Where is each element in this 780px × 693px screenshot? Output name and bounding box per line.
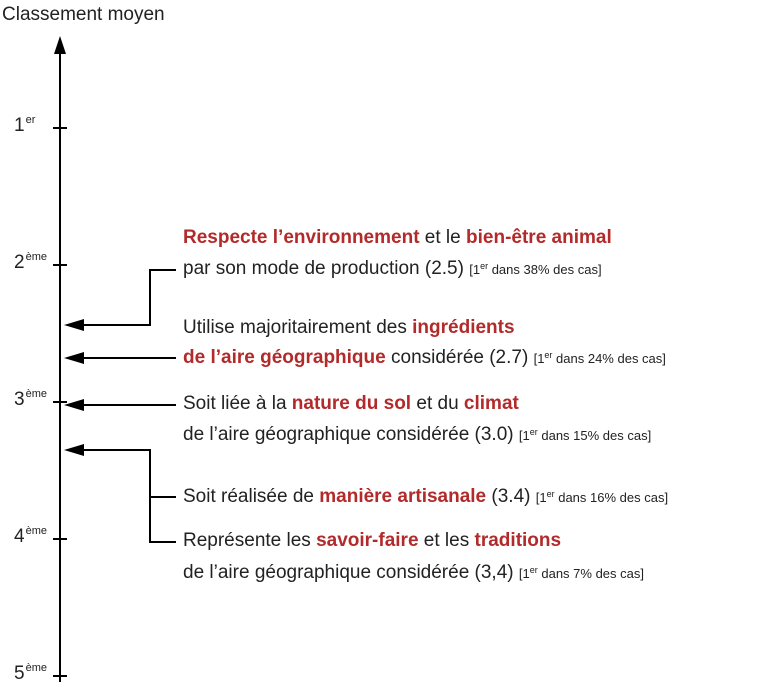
- label-text: Représente les: [183, 530, 317, 551]
- highlighted-text: Respecte l’environnement: [183, 227, 420, 248]
- label-text: dans 24% des cas]: [552, 351, 666, 366]
- y-axis-arrowhead: [54, 36, 66, 54]
- annotation-label-line: [183, 531, 561, 550]
- label-text: dans 38% des cas]: [488, 262, 602, 277]
- label-text: Utilise majoritairement des: [183, 317, 413, 338]
- annotation-arrow-line: [82, 270, 176, 325]
- label-text: par son mode de production (2.5): [183, 258, 470, 279]
- tick-label-number: 4: [14, 526, 25, 547]
- annotation-arrow-line: [82, 450, 176, 497]
- ordinal-suffix: er: [546, 489, 555, 499]
- highlighted-text: manière artisanale: [319, 486, 487, 507]
- label-text: [1: [469, 262, 481, 277]
- tick-label-suffix: ème: [25, 388, 47, 400]
- annotation-label-line: [183, 487, 668, 506]
- annotation-label-line: [183, 259, 602, 278]
- highlighted-text: savoir-faire: [316, 530, 419, 551]
- superscript-wrap: [530, 428, 538, 443]
- label-text: et du: [411, 393, 464, 414]
- tick-label: [14, 115, 35, 135]
- tick-label-number: 5: [14, 663, 25, 684]
- highlighted-text: climat: [463, 393, 519, 414]
- label-text: et les: [418, 530, 475, 551]
- highlighted-text: de l’aire géographique: [183, 347, 386, 368]
- label-text: Soit liée à la: [183, 393, 292, 414]
- label-text: Soit réalisée de: [183, 486, 320, 507]
- tick-label: [14, 663, 47, 683]
- superscript-wrap: [547, 490, 555, 505]
- superscript-wrap: [480, 262, 488, 277]
- tick-label-number: 2: [14, 252, 25, 273]
- label-text: et le: [419, 227, 467, 248]
- highlighted-text: traditions: [474, 530, 562, 551]
- tick-label-suffix: ème: [25, 525, 47, 537]
- ordinal-suffix: er: [529, 427, 538, 437]
- annotation-label-line: [183, 394, 519, 413]
- superscript-wrap: [530, 566, 538, 581]
- label-text: dans 16% des cas]: [554, 490, 669, 505]
- label-text: (3.4): [486, 486, 536, 507]
- annotation-label-line: [183, 228, 612, 247]
- ordinal-suffix: er: [529, 565, 538, 575]
- label-text: de l’aire géographique considérée (3,4): [183, 562, 519, 583]
- annotation-label-line: [183, 348, 666, 367]
- annotation-arrows: [64, 270, 176, 542]
- label-text: [1: [535, 490, 547, 505]
- label-text: dans 7% des cas]: [537, 566, 644, 581]
- tick-label-number: 1: [14, 115, 25, 136]
- highlighted-text: ingrédients: [412, 317, 515, 338]
- annotation-label-line: [183, 318, 515, 337]
- tick-label-suffix: er: [25, 114, 36, 126]
- annotation-arrowhead: [64, 399, 84, 411]
- label-text: [1: [518, 428, 530, 443]
- annotation-label-line: [183, 563, 644, 582]
- highlighted-text: nature du sol: [291, 393, 412, 414]
- ordinal-suffix: er: [544, 350, 553, 360]
- tick-label-number: 3: [14, 389, 25, 410]
- label-text: considérée (2.7): [385, 347, 534, 368]
- tick-label: [14, 389, 47, 409]
- y-axis-title: Classement moyen: [2, 4, 165, 25]
- annotation-arrowhead: [64, 319, 84, 331]
- tick-label-suffix: ème: [25, 251, 47, 263]
- label-text: [1: [533, 351, 545, 366]
- annotation-arrowhead: [64, 444, 84, 456]
- tick-label: [14, 526, 47, 546]
- highlighted-text: bien-être animal: [466, 227, 612, 248]
- label-text: dans 15% des cas]: [537, 428, 652, 443]
- ordinal-suffix: er: [480, 261, 489, 271]
- annotation-arrowhead: [64, 352, 84, 364]
- label-text: [1: [518, 566, 530, 581]
- annotation-label-line: [183, 425, 651, 444]
- tick-label: [14, 252, 47, 272]
- label-text: de l’aire géographique considérée (3.0): [183, 424, 519, 445]
- tick-label-suffix: ème: [25, 662, 47, 674]
